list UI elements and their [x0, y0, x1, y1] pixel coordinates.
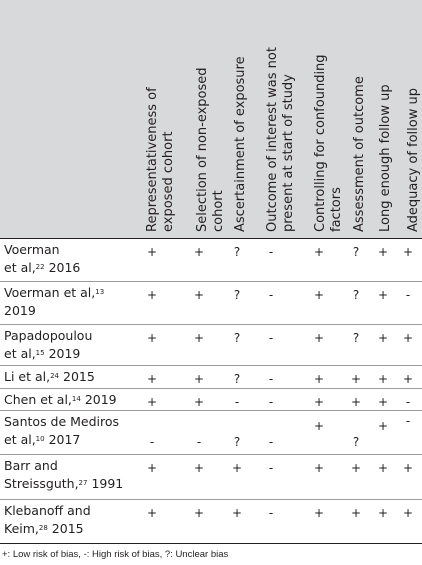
column-header-line: Ascertainment of exposure: [233, 56, 248, 232]
bias-rating: ?: [352, 331, 360, 345]
study-text: Klebanoff and: [4, 503, 91, 518]
study-text: Voerman et al,: [4, 285, 96, 300]
bias-rating: ?: [352, 435, 360, 449]
bias-rating: +: [193, 372, 205, 386]
study-text: Voerman: [4, 242, 60, 257]
column-header-line: Selection of non-exposed: [195, 67, 210, 232]
study-citation-line: [4, 475, 123, 493]
bias-rating: +: [313, 245, 325, 259]
table-row: [0, 411, 422, 455]
column-header-label: [145, 87, 176, 232]
bias-rating: -: [405, 414, 411, 428]
bias-rating: -: [405, 395, 411, 409]
column-header-line: Adequacy of follow up: [406, 88, 421, 232]
study-year: 2017: [44, 432, 81, 447]
reference-number: 22: [35, 263, 45, 271]
bias-rating: ?: [233, 331, 241, 345]
study-text: et al,: [4, 432, 36, 447]
bias-rating: +: [377, 288, 389, 302]
bias-rating: ?: [233, 435, 241, 449]
reference-number: 13: [95, 288, 105, 296]
bias-rating: ?: [352, 245, 360, 259]
table-row: [0, 500, 422, 544]
bias-rating: -: [234, 395, 240, 409]
bias-rating: +: [146, 331, 158, 345]
study-text: et al,: [4, 260, 36, 275]
column-header-label: [195, 67, 226, 232]
bias-rating: +: [313, 395, 325, 409]
table-row: [0, 366, 422, 389]
bias-rating: +: [231, 506, 243, 520]
reference-number: 28: [38, 524, 48, 532]
study-citation: [4, 368, 95, 386]
study-year: 2016: [44, 260, 81, 275]
bias-rating: +: [402, 331, 414, 345]
bias-rating: +: [146, 288, 158, 302]
bias-rating: +: [377, 395, 389, 409]
bias-rating: -: [196, 435, 202, 449]
bias-rating: -: [268, 245, 274, 259]
bias-rating: +: [193, 506, 205, 520]
column-header-label: [233, 56, 248, 232]
bias-rating: +: [377, 461, 389, 475]
bias-rating: +: [350, 461, 362, 475]
bias-rating: +: [193, 288, 205, 302]
bias-rating: ?: [233, 372, 241, 386]
column-header-line: Controlling for confounding: [313, 54, 328, 232]
bias-rating: -: [268, 372, 274, 386]
study-year: 1991: [87, 476, 124, 491]
bias-rating: +: [193, 461, 205, 475]
study-citation-line: [4, 520, 91, 538]
reference-number: 10: [35, 435, 45, 443]
bias-rating: +: [146, 245, 158, 259]
bias-rating: +: [377, 331, 389, 345]
bias-rating: +: [313, 419, 325, 433]
bias-rating: -: [268, 395, 274, 409]
bias-rating: +: [146, 372, 158, 386]
bias-rating: +: [313, 506, 325, 520]
study-citation: [4, 284, 104, 320]
study-citation-line: [4, 284, 104, 302]
table-footnote: +: Low risk of bias, -: High risk of bias, ?: Unclear bias: [2, 549, 229, 560]
bias-rating: +: [350, 372, 362, 386]
column-header-line: cohort: [211, 190, 226, 232]
study-citation-line: [4, 345, 92, 363]
row-rule: [0, 543, 422, 544]
study-text: Santos de Mediros: [4, 414, 120, 429]
bias-rating: +: [313, 288, 325, 302]
bias-rating: +: [193, 245, 205, 259]
reference-number: 24: [50, 372, 60, 380]
bias-rating: ?: [233, 245, 241, 259]
bias-rating: +: [146, 506, 158, 520]
study-citation: [4, 457, 123, 493]
table-row: [0, 325, 422, 366]
column-header-line: Representativeness of: [145, 87, 160, 232]
bias-rating: +: [377, 245, 389, 259]
study-citation-line: [4, 259, 80, 277]
study-citation: [4, 502, 91, 538]
bias-rating: +: [402, 372, 414, 386]
bias-rating: +: [402, 506, 414, 520]
reference-number: 27: [78, 479, 88, 487]
study-citation-line: [4, 502, 91, 520]
bias-rating: -: [405, 288, 411, 302]
reference-number: 14: [71, 395, 81, 403]
bias-rating: +: [402, 461, 414, 475]
bias-rating: +: [350, 506, 362, 520]
study-year: 2015: [47, 521, 84, 536]
study-citation-line: [4, 413, 119, 431]
study-text: Streissguth,: [4, 476, 79, 491]
column-header-line: present at start of study: [281, 74, 296, 232]
study-text: 2019: [4, 303, 36, 318]
study-citation-line: [4, 327, 92, 345]
study-citation-line: [4, 391, 117, 409]
column-header-line: Outcome of interest was not: [265, 47, 280, 232]
bias-rating: +: [313, 461, 325, 475]
study-citation: [4, 391, 117, 409]
study-citation: [4, 327, 92, 363]
study-year: 2019: [44, 346, 81, 361]
bias-rating: +: [377, 419, 389, 433]
bias-rating: ?: [352, 288, 360, 302]
bias-rating: -: [268, 435, 274, 449]
study-citation: [4, 413, 119, 449]
study-year: 2015: [59, 369, 95, 384]
bias-rating: +: [146, 461, 158, 475]
bias-rating: -: [268, 288, 274, 302]
study-year: 2019: [80, 392, 117, 407]
bias-rating: -: [268, 506, 274, 520]
bias-rating: +: [193, 395, 205, 409]
study-text: Barr and: [4, 458, 58, 473]
column-header-line: Assessment of outcome: [352, 76, 367, 232]
bias-rating: +: [377, 506, 389, 520]
bias-rating: +: [377, 372, 389, 386]
study-text: Chen et al,: [4, 392, 72, 407]
study-text: Li et al,: [4, 369, 51, 384]
column-header-label: [265, 47, 296, 232]
table-row: [0, 239, 422, 282]
table-row: [0, 282, 422, 325]
bias-rating: -: [268, 331, 274, 345]
column-header-label: [378, 84, 393, 232]
reference-number: 15: [35, 349, 45, 357]
study-text: et al,: [4, 346, 36, 361]
bias-rating: ?: [233, 288, 241, 302]
column-header-label: [352, 76, 367, 232]
bias-rating: +: [350, 395, 362, 409]
column-header-line: exposed cohort: [161, 131, 176, 232]
bias-rating: -: [149, 435, 155, 449]
study-citation: [4, 241, 80, 277]
column-header-line: factors: [329, 187, 344, 232]
table-row: [0, 389, 422, 411]
column-header-line: Long enough follow up: [378, 84, 393, 232]
study-citation-line: [4, 302, 104, 320]
study-text: Keim,: [4, 521, 39, 536]
bias-rating: +: [313, 372, 325, 386]
study-citation-line: [4, 241, 80, 259]
study-citation-line: [4, 368, 95, 386]
study-text: Papadopoulou: [4, 328, 93, 343]
bias-rating: -: [268, 461, 274, 475]
table-row: [0, 455, 422, 500]
bias-rating: +: [402, 245, 414, 259]
bias-rating: +: [146, 395, 158, 409]
study-citation-line: [4, 431, 119, 449]
column-header-label: [406, 88, 421, 232]
study-citation-line: [4, 457, 123, 475]
bias-rating: +: [231, 461, 243, 475]
column-header-label: [313, 54, 344, 232]
bias-rating: +: [313, 331, 325, 345]
bias-rating: +: [193, 331, 205, 345]
